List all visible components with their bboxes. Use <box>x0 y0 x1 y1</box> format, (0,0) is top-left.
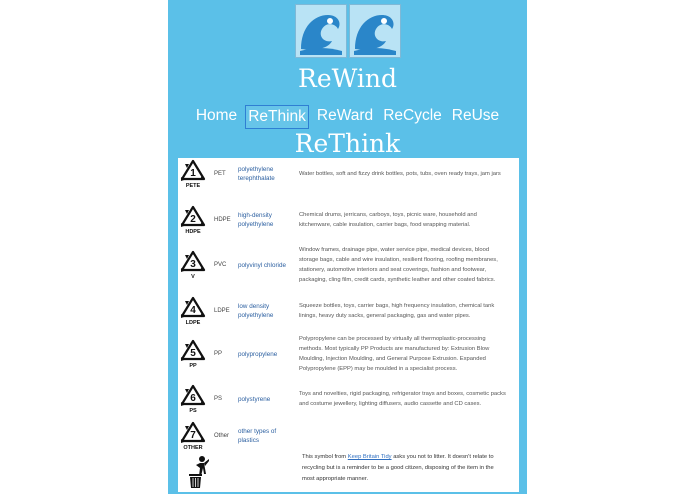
plastic-code: LDPE <box>214 308 230 314</box>
recycling-code-icon <box>178 205 208 235</box>
plastic-row <box>178 293 519 329</box>
plastic-code: HDPE <box>214 217 231 223</box>
plastic-name: high-density polyethylene <box>238 212 274 228</box>
plastic-name: other types of plastics <box>238 428 277 444</box>
svg-text:OTHER: OTHER <box>183 445 203 451</box>
plastic-row <box>178 379 519 419</box>
plastic-code: Other <box>214 433 230 439</box>
plastic-uses: Toys and novelties, rigid packaging, refrigerator trays and boxes, cosmetic packs and costume jewellery, lighting diffusers, audio cassette and CD cases. <box>299 391 506 407</box>
plastic-name: polyethylene terephthalate <box>238 166 275 182</box>
plastic-row <box>178 158 519 190</box>
recycling-code-icon <box>178 296 208 326</box>
recycling-code-icon <box>178 339 208 369</box>
plastic-code: PS <box>214 396 223 402</box>
svg-text:5: 5 <box>190 348 196 359</box>
plastic-code: PVC <box>214 262 227 268</box>
main-nav <box>168 105 527 129</box>
recycling-code-icon <box>178 421 208 451</box>
plastic-code: PET <box>214 171 226 177</box>
tidy-row <box>178 452 519 492</box>
svg-text:PS: PS <box>189 408 197 414</box>
svg-text:2: 2 <box>190 214 196 225</box>
tidyman-icon <box>188 456 210 492</box>
svg-text:4: 4 <box>190 305 196 316</box>
tidy-description: This symbol from Keep Britain Tidy asks you not to litter. It doesn't relate to recycling but is a reminder to be a good citizen, disposing of the item in the most appropriate manner. <box>302 454 494 482</box>
plastic-name: polyvinyl chloride <box>238 261 286 269</box>
recycling-code-icon <box>178 250 208 280</box>
keep-britain-tidy-link[interactable]: Keep Britain Tidy <box>347 454 392 460</box>
svg-text:HDPE: HDPE <box>185 229 201 235</box>
main-panel <box>168 0 527 494</box>
nav-reuse[interactable]: ReUse <box>451 107 500 124</box>
plastic-name: polystyrene <box>238 395 271 403</box>
nav-home[interactable]: Home <box>195 107 238 124</box>
plastic-row <box>178 238 519 292</box>
nav-rethink[interactable]: ReThink <box>245 105 309 129</box>
plastic-name: low density polyethylene <box>238 303 274 319</box>
plastics-table <box>178 158 519 492</box>
plastic-row <box>178 420 519 452</box>
wave-icon <box>295 4 347 58</box>
plastic-uses: Window frames, drainage pipe, water service pipe, medical devices, blood storage bags, cable and wire insulation, resilient flooring, roofing membranes, stationery, automotive interiors and seat coverings, fashion and footwear, packaging, cling film, credit cards, synthetic leather and other coated fabrics. <box>299 247 498 283</box>
svg-text:7: 7 <box>190 430 196 441</box>
svg-text:V: V <box>191 274 195 280</box>
plastic-uses: Chemical drums, jerricans, carboys, toys, picnic ware, household and kitchenware, cable insulation, carrier bags, food wrapping material. <box>299 212 477 228</box>
svg-text:3: 3 <box>190 259 196 270</box>
page-heading: ReThink <box>294 129 401 158</box>
svg-text:PETE: PETE <box>185 183 201 189</box>
svg-text:1: 1 <box>190 168 196 179</box>
plastic-uses: Polypropylene can be processed by virtually all thermoplastic-processing methods. Most typically PP Products are manufactured by: Extrusion Blow Moulding, Injection Moulding, and General Purpose Extrusion. Expanded Polypropylene (EPP) may be moulded in a specialist process. <box>299 336 490 372</box>
svg-text:6: 6 <box>190 393 196 404</box>
plastic-row <box>178 330 519 378</box>
plastic-code: PP <box>214 351 223 357</box>
plastic-row <box>178 200 519 240</box>
recycling-code-icon <box>178 159 208 189</box>
plastic-name: polypropylene <box>238 350 278 358</box>
nav-recycle[interactable]: ReCycle <box>383 107 442 124</box>
plastic-uses: Squeeze bottles, toys, carrier bags, high frequency insulation, chemical tank linings, heavy duty sacks, general packaging, gas and water pipes. <box>299 303 495 319</box>
site-logo <box>295 4 403 60</box>
plastic-uses: Water bottles, soft and fizzy drink bottles, pots, tubs, oven ready trays, jam jars <box>299 171 501 177</box>
svg-text:LDPE: LDPE <box>185 320 201 326</box>
svg-text:PP: PP <box>189 363 197 369</box>
nav-reward[interactable]: ReWard <box>316 107 374 124</box>
wave-icon <box>349 4 401 58</box>
site-title: ReWind <box>298 64 397 93</box>
recycling-code-icon <box>178 384 208 414</box>
